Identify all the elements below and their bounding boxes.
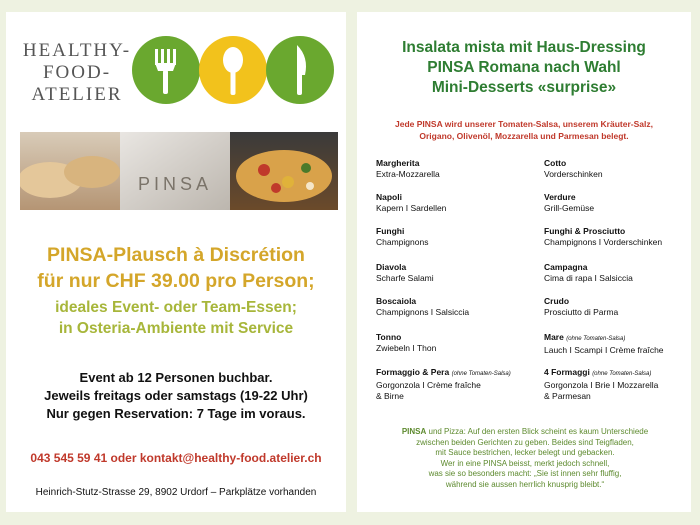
topping-note-line-2: Origano, Olivenöl, Mozzarella und Parmesan belegt. (419, 131, 629, 141)
menu-item-desc: Cima di rapa I Salsiccia (544, 273, 633, 283)
menu-title-line-1: Insalata mista mit Haus-Dressing (402, 39, 646, 56)
knife-icon (266, 36, 334, 104)
pinsa-description (377, 427, 673, 490)
contact-line: 043 545 59 41 oder kontakt@healthy-food.atelier.ch (30, 451, 322, 465)
menu-item-name: Verdure (544, 192, 576, 202)
menu-item-desc: Champignons I Salsiccia (376, 307, 470, 317)
menu-item (544, 192, 594, 214)
menu-item (376, 158, 440, 180)
spoon-icon (199, 36, 267, 104)
menu-item-tag: (ohne Tomaten-Salsa) (451, 371, 511, 377)
menu-item-name: Campagna (544, 262, 588, 272)
left-flyer-panel (6, 12, 346, 512)
menu-item (544, 158, 603, 180)
menu-item-name: Mare (544, 332, 564, 342)
menu-item-desc: Zwiebeln I Thon (376, 343, 437, 353)
menu-item (376, 192, 446, 214)
menu-item-desc: Scharfe Salami (376, 273, 434, 283)
logo-line-3: ATELIER (31, 84, 123, 105)
menu-item (376, 367, 511, 402)
description-line-6: während sie aussen herrlich knusprig bleibt.“ (445, 479, 605, 489)
menu-item (544, 226, 662, 248)
logo-wordmark (22, 40, 132, 106)
menu-item-desc: Grill-Gemüse (544, 203, 595, 213)
menu-item-name: Diavola (376, 262, 407, 272)
menu-item-desc: Gorgonzola I Crème fraîche (376, 380, 481, 390)
event-info-line-1: Event ab 12 Personen buchbar. (79, 370, 273, 385)
event-info-line-3: Nur gegen Reservation: 7 Tage im voraus. (46, 406, 306, 421)
menu-item (544, 367, 658, 402)
description-line-4: Wer in eine PINSA beisst, merkt jedoch schnell, (440, 458, 610, 468)
description-bold: PINSA (401, 427, 427, 436)
event-info-line-2: Jeweils freitags oder samstags (19-22 Uhr) (44, 388, 308, 403)
menu-item (376, 296, 469, 318)
photo-pinsa-text: PINSA (137, 174, 213, 194)
menu-item-desc: Champignons (376, 237, 429, 247)
menu-item-desc: Prosciutto di Parma (544, 307, 619, 317)
menu-item-tag: (ohne Tomaten-Salsa) (566, 336, 626, 342)
menu-item (376, 262, 434, 284)
menu-item-name: Funghi (376, 226, 405, 236)
description-line-5: was sie so besonders macht: „Sie ist innen sehr fluffig, (428, 469, 622, 478)
menu-item (376, 332, 436, 354)
menu-item-desc: Gorgonzola I Brie I Mozzarella (544, 380, 659, 390)
menu-item-name: Napoli (376, 192, 402, 202)
menu-item-desc: Champignons I Vorderschinken (544, 237, 663, 247)
menu-item-name: Funghi & Prosciutto (544, 226, 626, 236)
menu-item (544, 332, 664, 356)
menu-item-tag: (ohne Tomaten-Salsa) (592, 371, 652, 377)
headline-line-2: für nur CHF 39.00 pro Person; (37, 270, 315, 292)
logo-circles (131, 35, 336, 105)
menu-item-name: Margherita (376, 158, 420, 168)
logo-line-2: FOOD- (42, 62, 112, 83)
subline-line-1: ideales Event- oder Team-Essen; (55, 299, 297, 316)
right-menu-panel (357, 12, 691, 512)
menu-item-desc: Vorderschinken (544, 169, 603, 179)
description-line-2: zwischen beiden Gerichten zu geben. Beides sind Teigfladen, (416, 437, 634, 447)
menu-item-name: Formaggio & Pera (376, 367, 450, 377)
menu-item-desc: Extra-Mozzarella (376, 169, 440, 179)
address-line: Heinrich-Stutz-Strasse 29, 8902 Urdorf – Parkplätze vorhanden (35, 487, 317, 498)
headline-line-1: PINSA-Plausch à Discrétion (47, 244, 305, 266)
menu-item (544, 296, 618, 318)
menu-item-name: Boscaiola (376, 296, 417, 306)
menu-item-name: Tonno (376, 332, 402, 342)
pinsa-photo-strip (20, 132, 338, 210)
menu-item-name: 4 Formaggi (544, 367, 590, 377)
menu-item-desc-2: & Parmesan (544, 391, 591, 401)
menu-item (544, 262, 633, 284)
menu-title-line-2: PINSA Romana nach Wahl (427, 59, 621, 76)
logo-line-1: HEALTHY- (22, 40, 132, 61)
description-line-3: mit Sauce bestrichen, lecker belegt und gebacken. (435, 448, 615, 457)
menu-title-line-3: Mini-Desserts «surprise» (431, 79, 617, 96)
subline-line-2: in Osteria-Ambiente mit Service (58, 320, 294, 337)
menu-item-desc-2: & Birne (376, 391, 404, 401)
menu-item-desc: Kapern I Sardellen (376, 203, 447, 213)
topping-note-line-1: Jede PINSA wird unserer Tomaten-Salsa, unserem Kräuter-Salz, (395, 119, 653, 129)
description-line-1: und Pizza: Auf den ersten Blick scheint es kaum Unterschiede (426, 427, 649, 436)
menu-item-desc: Lauch I Scampi I Crème fraîche (544, 345, 664, 355)
menu-item-name: Crudo (544, 296, 570, 306)
fork-icon (132, 36, 200, 104)
menu-item-name: Cotto (544, 158, 567, 168)
menu-item (376, 226, 428, 248)
